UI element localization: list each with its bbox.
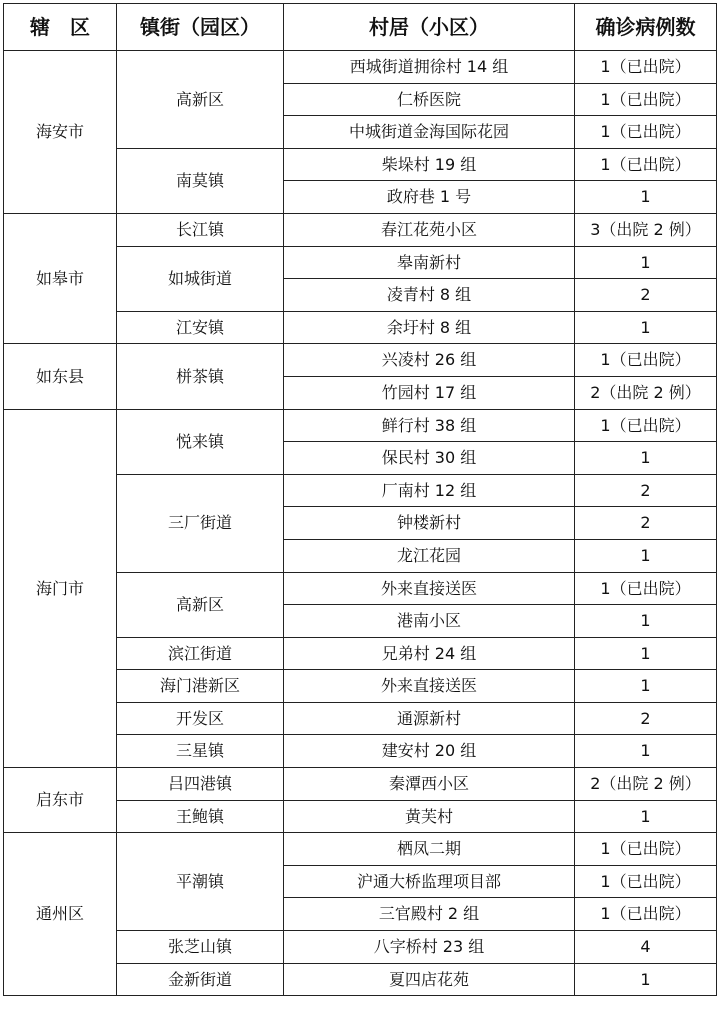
community-cell: 夏四店花苑 — [284, 963, 575, 996]
table-row — [4, 213, 717, 246]
community-cell: 建安村 20 组 — [284, 735, 575, 768]
cases-cell: 1（已出院） — [575, 833, 717, 866]
community-cell: 外来直接送医 — [284, 572, 575, 605]
community-cell: 竹园村 17 组 — [284, 376, 575, 409]
cases-cell: 1（已出院） — [575, 572, 717, 605]
cases-cell: 1（已出院） — [575, 148, 717, 181]
cases-cell: 1 — [575, 311, 717, 344]
town-cell: 王鲍镇 — [117, 800, 284, 833]
community-cell: 港南小区 — [284, 605, 575, 638]
community-cell: 兄弟村 24 组 — [284, 637, 575, 670]
cases-cell: 1 — [575, 181, 717, 214]
cases-cell: 2 — [575, 279, 717, 312]
town-cell: 金新街道 — [117, 963, 284, 996]
cases-cell: 1 — [575, 735, 717, 768]
town-cell: 长江镇 — [117, 213, 284, 246]
community-cell: 皋南新村 — [284, 246, 575, 279]
table-header-row — [4, 4, 717, 51]
table-row — [4, 409, 717, 442]
community-cell: 鲜行村 38 组 — [284, 409, 575, 442]
district-cell: 海安市 — [4, 51, 117, 214]
district-cell: 如皋市 — [4, 213, 117, 343]
community-cell: 通源新村 — [284, 702, 575, 735]
town-cell: 滨江街道 — [117, 637, 284, 670]
town-cell: 高新区 — [117, 572, 284, 637]
community-cell: 中城街道金海国际花园 — [284, 116, 575, 149]
header-district: 辖 区 — [4, 4, 117, 51]
table-row — [4, 833, 717, 866]
cases-cell: 3（出院 2 例） — [575, 213, 717, 246]
cases-cell: 1 — [575, 637, 717, 670]
header-community: 村居（小区） — [284, 4, 575, 51]
community-cell: 柴垛村 19 组 — [284, 148, 575, 181]
community-cell: 凌青村 8 组 — [284, 279, 575, 312]
community-cell: 栖凤二期 — [284, 833, 575, 866]
cases-cell: 1 — [575, 670, 717, 703]
town-cell: 三星镇 — [117, 735, 284, 768]
community-cell: 八字桥村 23 组 — [284, 931, 575, 964]
community-cell: 龙江花园 — [284, 539, 575, 572]
table-body — [4, 51, 717, 996]
town-cell: 如城街道 — [117, 246, 284, 311]
cases-cell: 1（已出院） — [575, 116, 717, 149]
cases-cell: 1（已出院） — [575, 865, 717, 898]
cases-cell: 2 — [575, 702, 717, 735]
town-cell: 南莫镇 — [117, 148, 284, 213]
town-cell: 张芝山镇 — [117, 931, 284, 964]
town-cell: 江安镇 — [117, 311, 284, 344]
community-cell: 西城街道拥徐村 14 组 — [284, 51, 575, 84]
town-cell: 栟茶镇 — [117, 344, 284, 409]
community-cell: 余圩村 8 组 — [284, 311, 575, 344]
cases-cell: 1（已出院） — [575, 344, 717, 377]
community-cell: 仁桥医院 — [284, 83, 575, 116]
town-cell: 吕四港镇 — [117, 768, 284, 801]
district-cell: 通州区 — [4, 833, 117, 996]
community-cell: 厂南村 12 组 — [284, 474, 575, 507]
community-cell: 兴凌村 26 组 — [284, 344, 575, 377]
cases-cell: 1 — [575, 442, 717, 475]
cases-cell: 2 — [575, 507, 717, 540]
town-cell: 海门港新区 — [117, 670, 284, 703]
community-cell: 春江花苑小区 — [284, 213, 575, 246]
community-cell: 沪通大桥监理项目部 — [284, 865, 575, 898]
community-cell: 钟楼新村 — [284, 507, 575, 540]
header-town: 镇街（园区） — [117, 4, 284, 51]
cases-cell: 1（已出院） — [575, 51, 717, 84]
community-cell: 保民村 30 组 — [284, 442, 575, 475]
district-cell: 海门市 — [4, 409, 117, 768]
community-cell: 黄芙村 — [284, 800, 575, 833]
table-row — [4, 768, 717, 801]
cases-cell: 1 — [575, 605, 717, 638]
cases-cell: 1（已出院） — [575, 898, 717, 931]
header-cases: 确诊病例数 — [575, 4, 717, 51]
town-cell: 悦来镇 — [117, 409, 284, 474]
cases-cell: 1（已出院） — [575, 83, 717, 116]
cases-cell: 1（已出院） — [575, 409, 717, 442]
table-row — [4, 51, 717, 84]
cases-cell: 2（出院 2 例） — [575, 376, 717, 409]
district-cell: 启东市 — [4, 768, 117, 833]
cases-cell: 4 — [575, 931, 717, 964]
town-cell: 三厂街道 — [117, 474, 284, 572]
cases-cell: 1 — [575, 246, 717, 279]
community-cell: 秦潭西小区 — [284, 768, 575, 801]
case-table — [3, 3, 717, 996]
community-cell: 外来直接送医 — [284, 670, 575, 703]
town-cell: 开发区 — [117, 702, 284, 735]
table-row — [4, 344, 717, 377]
town-cell: 高新区 — [117, 51, 284, 149]
cases-cell: 1 — [575, 539, 717, 572]
community-cell: 政府巷 1 号 — [284, 181, 575, 214]
cases-cell: 1 — [575, 963, 717, 996]
cases-cell: 2 — [575, 474, 717, 507]
cases-cell: 2（出院 2 例） — [575, 768, 717, 801]
community-cell: 三官殿村 2 组 — [284, 898, 575, 931]
town-cell: 平潮镇 — [117, 833, 284, 931]
district-cell: 如东县 — [4, 344, 117, 409]
cases-cell: 1 — [575, 800, 717, 833]
